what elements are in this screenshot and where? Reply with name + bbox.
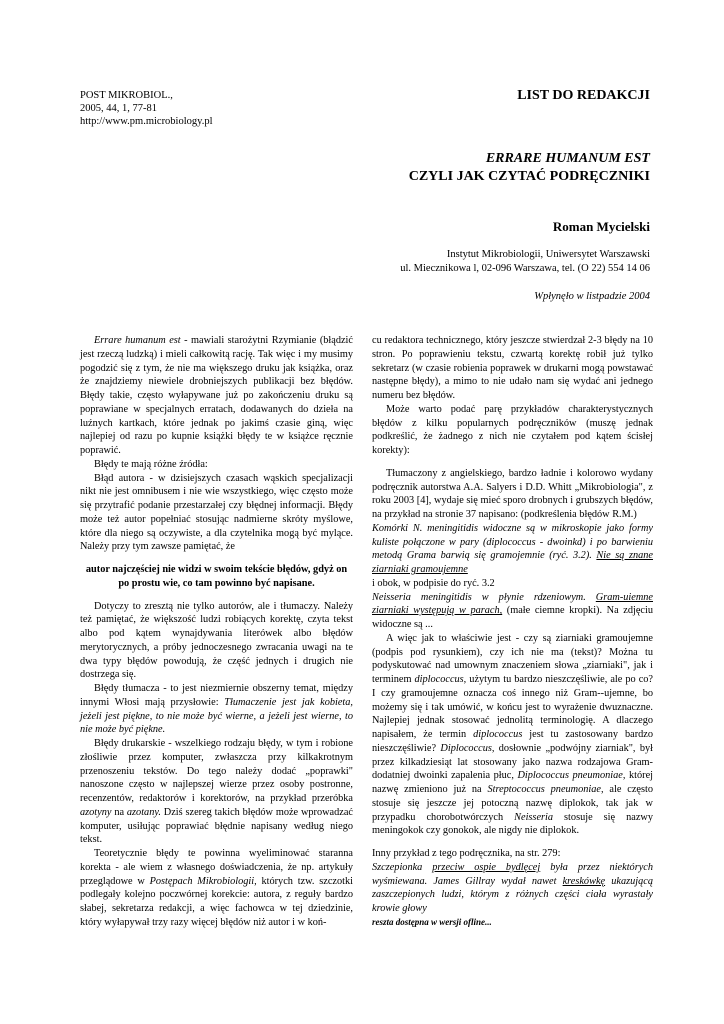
author-name: Roman Mycielski: [552, 219, 650, 234]
journal-url: http://www.pm.microbiology.pl: [80, 116, 213, 127]
affiliation-line2: ul. Miecznikowa l, 02-096 Warszawa, tel. (O 22) 554 14 06: [400, 263, 650, 274]
paragraph: Inny przykład z tego podręcznika, na str. 279:: [372, 848, 561, 859]
journal-issue: 2005, 44, 1, 77-81: [80, 103, 157, 114]
paragraph: Errare humanum est - mawiali starożytni Rzymianie (błądzić jest rzeczą ludzką) i mieli całkowitą rację. Tak więc i my musimy pogodzić się z tym, że nie ma większego druku jak książka, oraz że znajdziemy niewiele drobniejszych publikacji bez błędów. Błędy takie, często wyłapywane już po zakończeniu druku są poprawiane w specjalnych erratach, dodawanych do dzieła na luźnych kartkach, które jednak po jakimś czasie giną, więc najlepiej od razu po kupnie książki błędy te w książce ręcznie poprawić.: [80, 335, 353, 456]
quotation: Neisseria meningitidis w płynie rdzeniowym. Gram-uiemne ziarniaki występują w parach, (małe ciemne kropki). Na zdjęciu widoczne są ...: [372, 591, 653, 630]
quotation: Szczepionka przeciw ospie bydlęcej była przez niektórych wyśmiewana. James Gillray wydał nawet kreskówkę ukazującą zaszczepionych ludzi, którym z różnych części ciała wyrastały krowie głowy: [372, 861, 654, 914]
journal-info: [80, 89, 213, 128]
received-date: Wpłynęło w listpadzie 2004: [534, 291, 650, 302]
paragraph: Błędy drukarskie - wszelkiego rodzaju błędy, w tym i robione złośliwie przez komputer, zwłaszcza przy kilkakrotnym przenoszeniu tekstów. Do tego należy dodać „poprawki" nanoszone często w najlepszej wierze przez osoby postronne, recenzentów, redaktorów i korektorów, na przykład przeróbka azotyny na azotany. Dziś szereg takich błędów może wprowadzać komputer, usiłując poprawiać błędnie napisany według niego tekst.: [80, 738, 353, 846]
journal-name: POST MIKROBIOL.,: [80, 90, 173, 101]
continuation-note: reszta dostępna w wersji ofline...: [372, 916, 492, 927]
right-column: [372, 334, 653, 930]
paragraph: Błędy tłumacza - to jest niezmiernie obszerny temat, między innymi Włosi mają przysłowie: Tłumaczenie jest jak kobieta, jeżeli jest piękne, to nie może być wierne, a jeżeli jest wierne, to nie może być piękne.: [80, 683, 354, 736]
article-title-line1: ERRARE HUMANUM EST: [485, 151, 650, 166]
section-label: LIST DO REDAKCJI: [517, 88, 650, 103]
affiliation-line1: Instytut Mikrobiologii, Uniwersytet Warszawski: [446, 249, 650, 260]
paragraph: Tłumaczony z angielskiego, bardzo ładnie i kolorowo wydany podręcznik autorstwa A.A. Salyers i D.D. Whitt „Mikrobiologia", z roku 2003 [4], wydaje się mieć sporo drobnych i grubszych błędów, na przykład na stronie 37 napisano: (podkreślenia błędów R.M.): [372, 467, 653, 520]
quotation: Komórki N. meningitidis widoczne są w mikroskopie jako formy kuliste połączone w pary (diplococcus - dwoinkd) i po barwieniu metodą Grama barwią się gramojemnie (ryć. 3.2). Nie są znane ziarniaki gramoujemne: [372, 522, 653, 575]
paragraph: cu redaktora technicznego, który jeszcze stwierdzał 2-3 błędy na 10 stron. Po poprawieniu tekstu, czwartą korektę robił już tylko sekretarz (w czasie robienia poprawek w drukarni mogą powstawać następne błędy), a mimo to nie udało nam się wydać ani jednego numeru bez błędów.: [372, 335, 653, 401]
paragraph: Może warto podać parę przykładów charakterystycznych błędów z kilku popularnych podręczników (muszę jednak podkreślić, że żadnego z nich nie czytałem pod kątem ścisłej korekty):: [372, 403, 653, 456]
paragraph: Dotyczy to zresztą nie tylko autorów, ale i tłumaczy. Należy też pamiętać, że większość ludzi robiących korektę, czyta tekst albo pod kątem wynajdywania literówek albo błędów merytorycznych, a próby jednoczesnego zwracania uwagi na te dwa typy błędów powodują, że część jednych i drugich nie dostrzega się.: [80, 600, 353, 681]
paragraph: A więc jak to właściwie jest - czy są ziarniaki gramoujemne (podpis pod rysunkiem), czy ich nie ma (tekst)? Można tu podyskutować nad umownym znaczeniem słowa „ziarniaki", jak i terminem diplococcus, użytym tu bardzo nieszczęśliwie, ale po co? I czy gramoujemne oznacza coś innego niż Gram--ujemne, bo możemy się i tak umówić, w końcu jest to wyrażenie dwuznaczne. Najlepiej jednak stosować jednolitą terminologię. A dlaczego napisałem, że termin diplococcus jest tu zastosowany bardzo nieszczęśliwie? Diplococcus, dosłownie „podwójny ziarniak", był przez kilkadziesiąt lat stosowany jako nazwa rodzajowa Gram-dodatniej dwoinki zapalenia płuc, Diplococcus pneumoniae, której nazwę zmieniono już na Streptococcus pneumoniae, ale często stosuje się jeszcze jej potoczną nazwę diplokok, tak jak w przypadku chorobotwórczych Neisseria stosuje się nazwy meningokok czy gonokok, ale nigdy nie diplokok.: [372, 632, 654, 837]
paragraph: i obok, w podpisie do ryć. 3.2: [372, 577, 495, 589]
paragraph: Teoretycznie błędy te powinna wyeliminować staranna korekta - ale wiem z własnego doświadczenia, że np. artykuły przeglądowe w Postępach Mikrobiologii, których tzw. szczotki podlegały kolejno poczwórnej korekcie: autora, z reguły bardzo słabej, sekretarza redakcji, a więc fachowca w tej dziedzinie, który wyłapywał trzy razy więcej błędów niż autor i w koń-: [80, 848, 354, 928]
paragraph: Błędy te mają różne źródła:: [94, 458, 208, 470]
article-title-line2: CZYLI JAK CZYTAĆ PODRĘCZNIKI: [408, 169, 650, 184]
left-column: [80, 334, 353, 930]
bold-quote: autor najczęściej nie widzi w swoim tekście błędów, gdyż on po prostu wie, co tam powinno być napisane.: [85, 564, 348, 589]
paragraph: Błąd autora - w dzisiejszych czasach wąskich specjalizacji nikt nie jest omnibusem i nie wie wszystkiego, więc często może się przytrafić podanie przestarzałej czy błędnej informacji. Błędy może też autor popełniać stosując nadmierne skróty myślowe, które dla niego są oczywiste, a dla czytelnika mogą być mylące. Należy przy tym zawsze pamiętać, że: [80, 472, 353, 553]
